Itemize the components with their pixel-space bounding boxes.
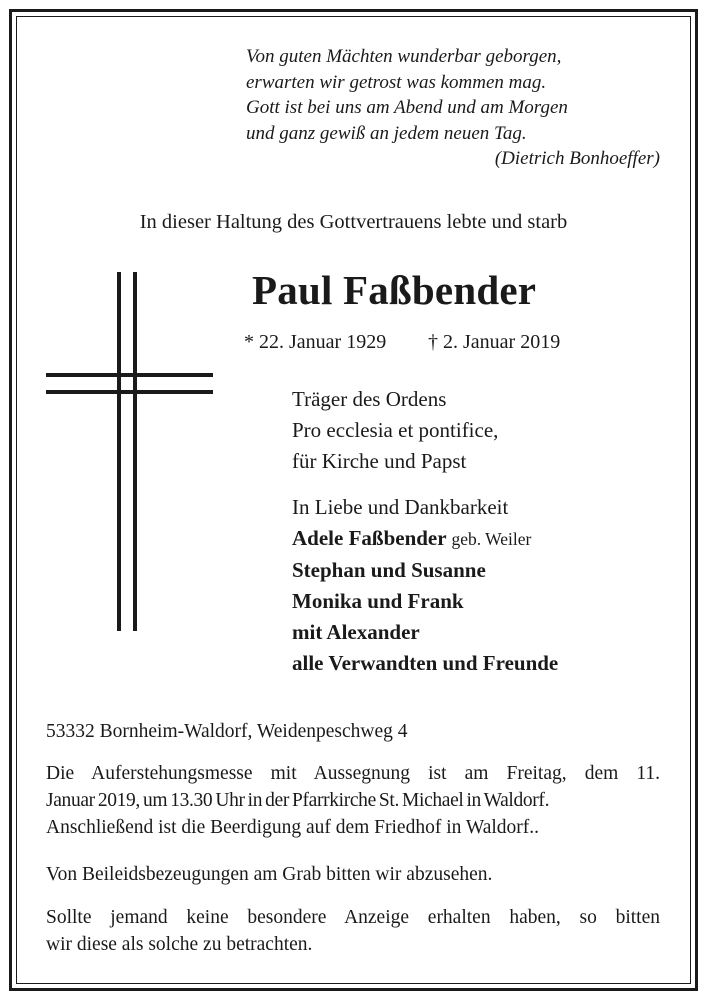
- mourner-line: [292, 523, 558, 555]
- quote-line: Von guten Mächten wunderbar geborgen,: [246, 46, 562, 67]
- mourner-line: alle Verwandten und Freunde: [292, 651, 559, 675]
- maiden-name-note: geb. Weiler: [451, 529, 532, 549]
- service-line: Anschließend ist die Beerdigung auf dem Friedhof in Waldorf..: [46, 817, 540, 838]
- birth-date: * 22. Januar 1929: [244, 331, 387, 353]
- condolence-note: Von Beileidsbezeugungen am Grab bitten wir abzusehen.: [46, 864, 493, 885]
- quote-line: erwarten wir getrost was kommen mag.: [246, 71, 547, 93]
- mourner-line: Stephan und Susanne: [292, 558, 486, 582]
- death-date: † 2. Januar 2019: [428, 331, 561, 353]
- mourners-intro: In Liebe und Dankbarkeit: [292, 495, 509, 519]
- bonhoeffer-quote: [246, 44, 568, 146]
- honor-line: Träger des Ordens: [292, 387, 447, 411]
- widow-name: Adele Faßbender: [292, 526, 447, 550]
- quote-author: (Dietrich Bonhoeffer): [494, 148, 660, 169]
- notice-line: wir diese als solche zu betrachten.: [46, 934, 313, 955]
- mourners-block: [292, 492, 558, 679]
- address: 53332 Bornheim-Waldorf, Weidenpeschweg 4: [46, 721, 408, 742]
- intro-line: In dieser Haltung des Gottvertrauens lebte und starb: [139, 211, 568, 233]
- mourner-line: Monika und Frank: [292, 589, 464, 613]
- mourner-line: mit Alexander: [292, 620, 420, 644]
- quote-line: Gott ist bei uns am Abend und am Morgen: [246, 97, 568, 118]
- notice-line: Sollte jemand keine besondere Anzeige erhalten haben, so bitten: [46, 907, 660, 928]
- quote-line: und ganz gewiß an jedem neuen Tag.: [246, 122, 527, 144]
- service-line: Die Auferstehungsmesse mit Aussegnung ist am Freitag, dem 11.: [46, 763, 660, 784]
- honor-line: Pro ecclesia et pontifice,: [292, 418, 499, 442]
- service-details: [46, 760, 660, 841]
- honor-line: für Kirche und Papst: [292, 449, 467, 473]
- service-line: Januar 2019, um 13.30 Uhr in der Pfarrkirche St. Michael in Waldorf.: [46, 790, 550, 811]
- deceased-name: Paul Faßbender: [252, 267, 537, 313]
- order-honor: [292, 384, 498, 477]
- notice: [46, 904, 660, 958]
